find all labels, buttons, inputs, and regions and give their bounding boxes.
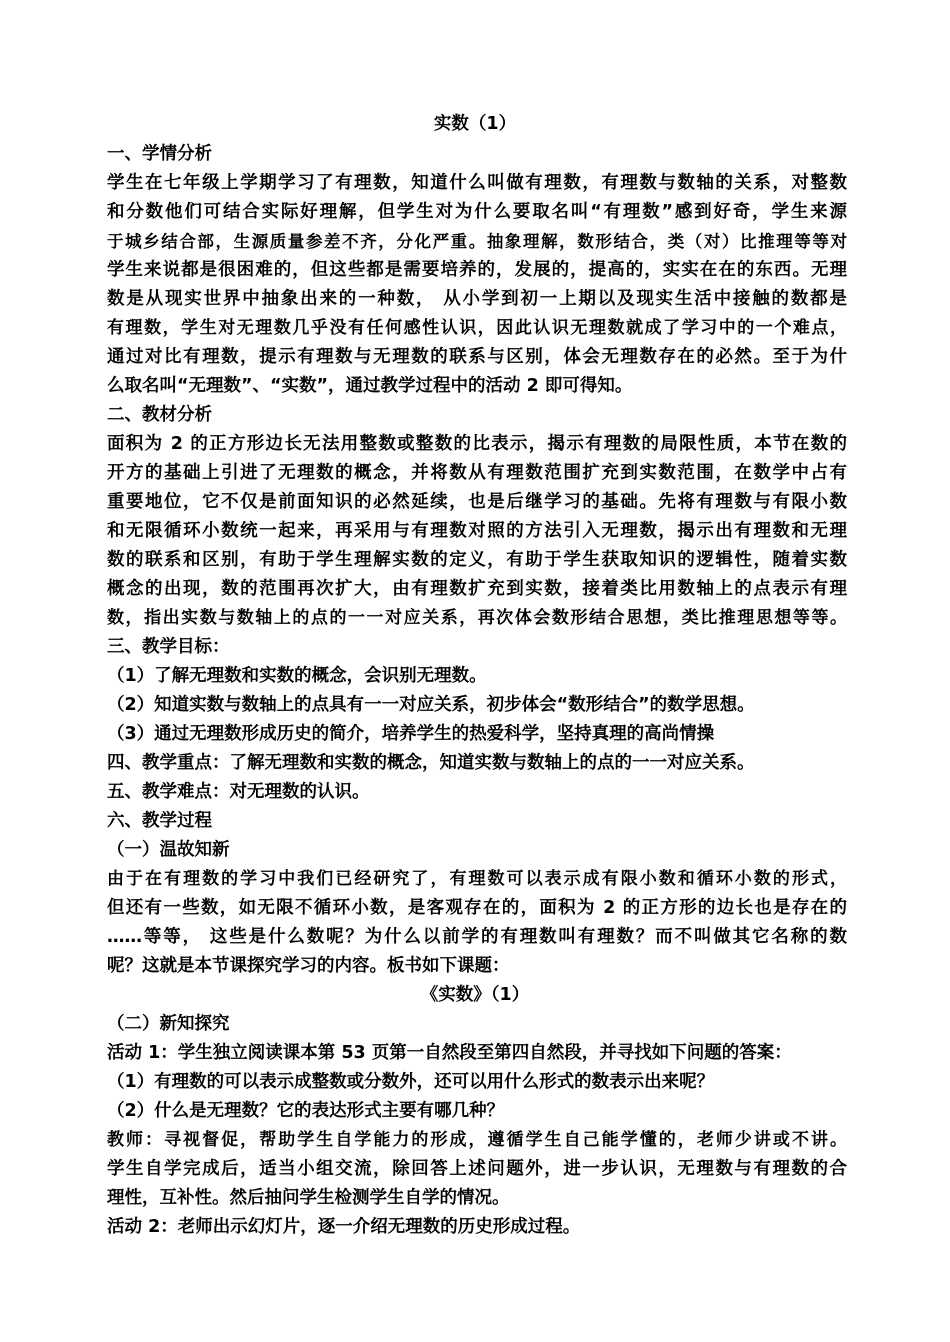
document-title: 实数（1）: [433, 114, 517, 134]
objective-item: （3）通过无理数形成历史的简介，培养学生的热爱科学，坚持真理的高尚情操: [107, 724, 715, 744]
paragraph-line: 有理数，学生对无理数几乎没有任何感性认识，因此认识无理数就成了学习中的一个难点，: [107, 318, 847, 338]
board-title: 《实数》（1）: [420, 985, 530, 1005]
subsection-heading-review: （一）温故知新: [107, 840, 230, 860]
paragraph-line: 和分数他们可结合实际好理解，但学生对为什么要取名叫“有理数”感到好奇，学生来源: [107, 202, 847, 222]
activity-line: 活动 1：学生独立阅读课本第 53 页第一自然段至第四自然段，并寻找如下问题的答案：: [107, 1043, 792, 1063]
section-heading-process: 六、教学过程: [107, 811, 212, 831]
question-item: （2）什么是无理数？它的表达形式主要有哪几种？: [107, 1101, 505, 1121]
section-heading-learner-analysis: 一、学情分析: [107, 144, 212, 164]
paragraph-line: 于城乡结合部，生源质量参差不齐，分化严重。抽象理解，数形结合，类（对）比推理等等对: [107, 232, 847, 251]
paragraph-line: 概念的出现，数的范围再次扩大，由有理数扩充到实数，接着类比用数轴上的点表示有理: [107, 579, 847, 599]
paragraph-line: 通过对比有理数，提示有理数与无理数的联系与区别，体会无理数存在的必然。至于为什: [107, 347, 847, 367]
paragraph-line: 和无限循环小数统一起来，再采用与有理数对照的方法引入无理数，揭示出有理数和无理: [107, 521, 847, 541]
paragraph-line: 么取名叫“无理数”、“实数”，通过教学过程中的活动 2 即可得知。: [107, 376, 633, 396]
section-heading-textbook-analysis: 二、教材分析: [107, 405, 212, 425]
activity-line: 活动 2：老师出示幻灯片，逐一介绍无理数的历史形成过程。: [107, 1217, 581, 1237]
paragraph-line: 面积为 2 的正方形边长无法用整数或整数的比表示，揭示有理数的局限性质，本节在数的: [107, 434, 847, 454]
section-heading-objectives: 三、教学目标：: [107, 637, 230, 657]
paragraph-line: 教师：寻视督促，帮助学生自学能力的形成，遵循学生自己能学懂的，老师少讲或不讲。: [107, 1130, 847, 1150]
paragraph-line: 数是从现实世界中抽象出来的一种数， 从小学到初一上期以及现实生活中接触的数都是: [107, 289, 847, 309]
paragraph-line: 学生自学完成后，适当小组交流，除回答上述问题外，进一步认识，无理数与有理数的合: [107, 1159, 847, 1179]
paragraph-line: 但还有一些数，如无限不循环小数，是客观存在的，面积为 2 的正方形的边长也是存在的: [107, 898, 847, 918]
question-item: （1）有理数的可以表示成整数或分数外，还可以用什么形式的数表示出来呢？: [107, 1072, 715, 1092]
paragraph-line: ……等等， 这些是什么数呢？为什么以前学的有理数叫有理数？而不叫做其它名称的数: [107, 927, 847, 947]
paragraph-line: 呢？这就是本节课探究学习的内容。板书如下课题：: [107, 956, 510, 976]
paragraph-line: 理性，互补性。然后抽问学生检测学生自学的情况。: [107, 1188, 510, 1208]
subsection-heading-exploration: （二）新知探究: [107, 1014, 230, 1034]
paragraph-line: 数的联系和区别，有助于学生理解实数的定义，有助于学生获取知识的逻辑性，随着实数: [107, 550, 847, 570]
section-heading-key-points: 四、教学重点：了解无理数和实数的概念，知道实数与数轴上的点的一一对应关系。: [107, 753, 755, 773]
paragraph-line: 重要地位，它不仅是前面知识的必然延续，也是后继学习的基础。先将有理数与有限小数: [107, 492, 847, 512]
objective-item: （2）知道实数与数轴上的点具有一一对应关系，初步体会“数形结合”的数学思想。: [107, 695, 755, 715]
paragraph-line: 学生在七年级上学期学习了有理数，知道什么叫做有理数，有理数与数轴的关系，对整数: [107, 173, 847, 193]
paragraph-line: 由于在有理数的学习中我们已经研究了，有理数可以表示成有限小数和循环小数的形式，: [107, 869, 847, 889]
paragraph-line: 开方的基础上引进了无理数的概念，并将数从有理数范围扩充到实数范围，在数学中占有: [107, 463, 847, 483]
objective-item: （1）了解无理数和实数的概念，会识别无理数。: [107, 666, 487, 686]
paragraph-line: 数，指出实数与数轴上的点的一一对应关系，再次体会数形结合思想，类比推理思想等等。: [107, 608, 847, 628]
paragraph-line: 学生来说都是很困难的，但这些都是需要培养的，发展的，提高的，实实在在的东西。无理: [107, 260, 847, 280]
section-heading-difficulties: 五、教学难点：对无理数的认识。: [107, 782, 370, 802]
